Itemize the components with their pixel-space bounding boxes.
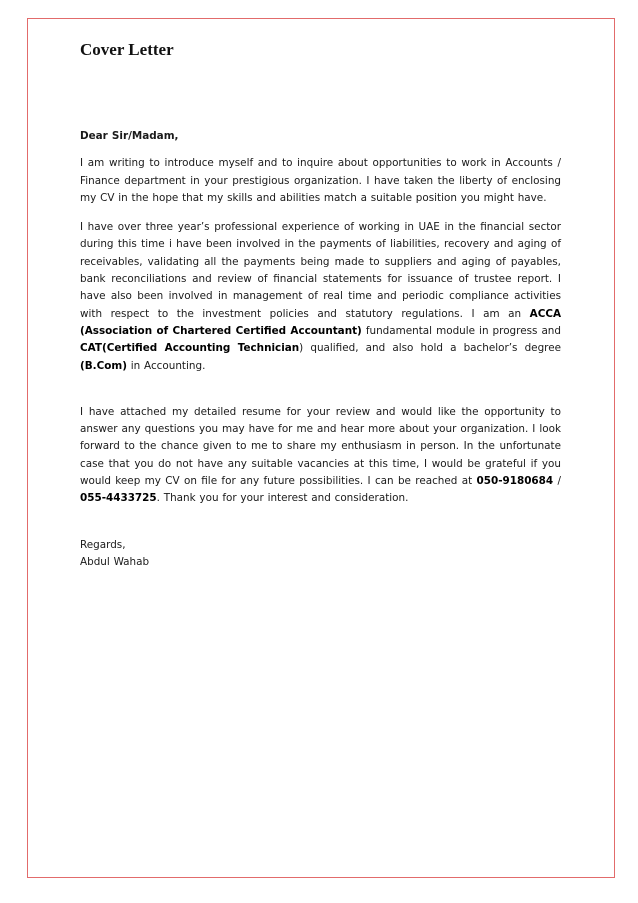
experience-text: I have over three year’s professional experience of working in UAE in the financial sector during this time i have been involved in the payments of liabilities, recovery and aging of receivables, validating all the payments being made to suppliers and aging of payables, bank reconciliations and review of financial statements for issuance of trustee report. I have also been involved in management of real time and periodic compliance activities with respect to the investment policies and statutory regulations. I am an: [80, 221, 561, 320]
salutation: Dear Sir/Madam,: [80, 130, 179, 142]
signoff: [80, 537, 561, 572]
phone-number-1: 050-9180684: [476, 475, 554, 488]
closing-paragraph: [80, 404, 561, 508]
closing-regards: Regards,: [80, 538, 126, 551]
document-title: Cover Letter: [80, 40, 174, 59]
phone-number-2: 055-4433725: [80, 492, 157, 505]
signature-name: Abdul Wahab: [80, 555, 150, 568]
bcom-degree: (B.Com): [80, 359, 127, 372]
experience-paragraph: [80, 219, 561, 375]
intro-paragraph: I am writing to introduce myself and to inquire about opportunities to work in Accounts / Finance department in your prestigious organization. I have taken the liberty of enclosing my CV in the hope that my skills and abilities match a suitable position you might have.: [80, 157, 561, 204]
acca-qualification: ACCA (Association of Chartered Certified Accountant): [80, 307, 561, 337]
experience-text-2: fundamental module in progress and: [361, 324, 561, 337]
cat-qualification: CAT(Certified Accounting Technician: [80, 342, 300, 355]
experience-text-3: ) qualified, and also hold a bachelor’s degree: [299, 342, 562, 355]
experience-text-4: in Accounting.: [126, 359, 206, 372]
letter-body: [80, 128, 561, 571]
closing-text-2: . Thank you for your interest and consideration.: [156, 492, 409, 505]
closing-text: I have attached my detailed resume for your review and would like the opportunity to answer any questions you may have for me and hear more about your organization. I look forward to the chance given to me to share my enthusiasm in person. In the unfortunate case that you do not have any suitable vacancies at this time, I would be grateful if you would keep my CV on file for any future possibilities. I can be reached at: [80, 405, 561, 488]
phone-separator: /: [553, 475, 561, 488]
